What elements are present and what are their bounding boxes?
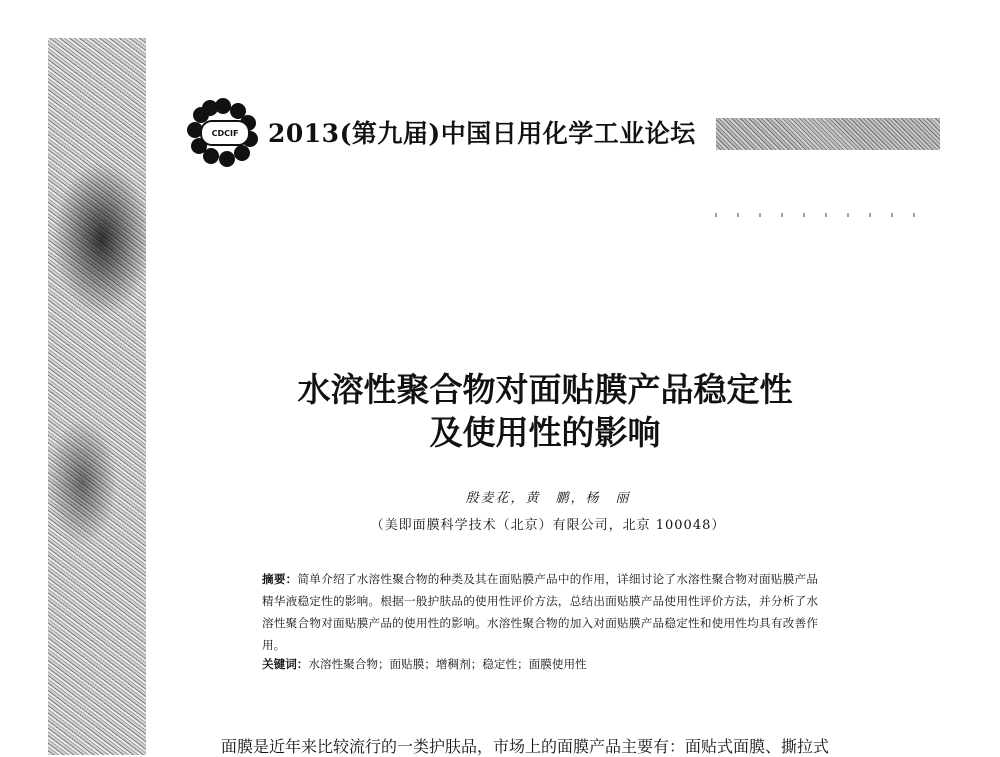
keywords-label: 关键词： bbox=[262, 657, 309, 671]
decorative-dots bbox=[715, 213, 915, 217]
forum-logo-icon bbox=[186, 98, 260, 168]
body-first-line: 面膜是近年来比较流行的一类护肤品，市场上的面膜产品主要有：面贴式面膜、撕拉式 bbox=[221, 737, 830, 756]
abstract bbox=[262, 568, 818, 656]
keywords bbox=[262, 653, 818, 675]
series-title: 2013(第九届)中国日用化学工业论坛 bbox=[268, 119, 696, 148]
abstract-text: 简单介绍了水溶性聚合物的种类及其在面贴膜产品中的作用，详细讨论了水溶性聚合物对面贴膜产品精华液稳定性的影响。根据一般护肤品的使用性评价方法，总结出面贴膜产品使用性评价方法，并分析了水溶性聚合物对面贴膜产品的使用性的影响。水溶性聚合物的加入对面贴膜产品稳定性和使用性均具有改善作用。 bbox=[262, 572, 818, 652]
logo-text: CDCIF bbox=[200, 120, 250, 146]
keywords-text: 水溶性聚合物；面贴膜；增稠剂；稳定性；面膜使用性 bbox=[308, 657, 587, 671]
header-decorative-band bbox=[716, 118, 940, 150]
article-title-line-2: 及使用性的影响 bbox=[429, 413, 661, 452]
page-header bbox=[186, 98, 946, 168]
article-title-line-1: 水溶性聚合物对面贴膜产品稳定性 bbox=[297, 370, 793, 409]
abstract-label: 摘要： bbox=[262, 572, 298, 586]
authors: 殷麦花，黄 鹏，杨 丽 bbox=[465, 491, 631, 506]
affiliation: （美即面膜科学技术（北京）有限公司，北京 100048） bbox=[370, 518, 726, 533]
